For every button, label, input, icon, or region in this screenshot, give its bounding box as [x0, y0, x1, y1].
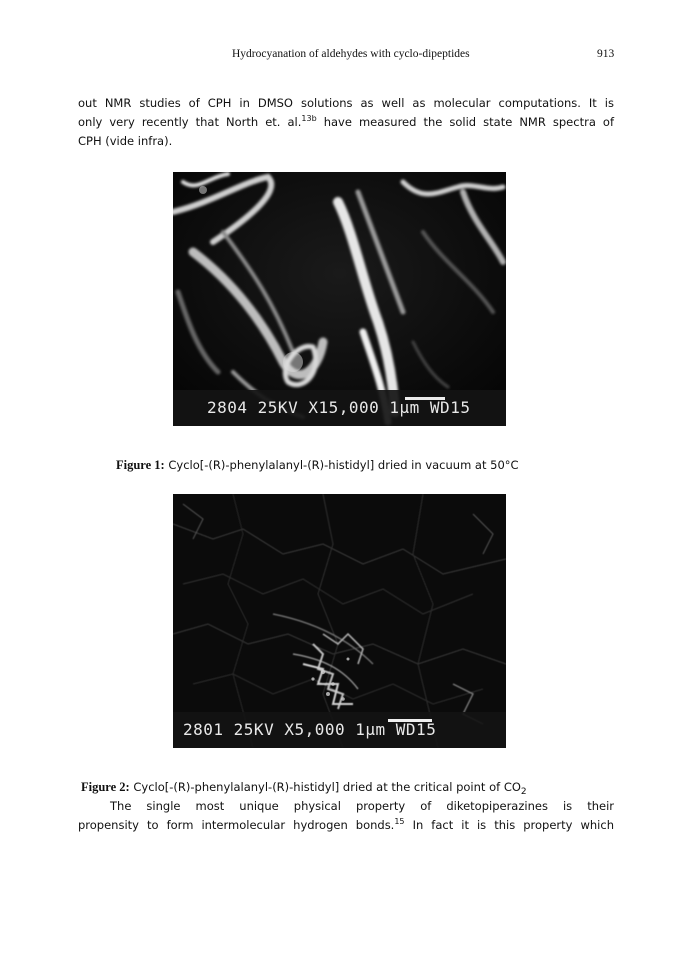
sem-info-label: 2801 25KV X5,000 1μm WD15 — [183, 720, 437, 739]
running-head: Hydrocyanation of aldehydes with cyclo-dipeptides — [232, 48, 470, 60]
text-line — [78, 113, 614, 132]
text-fragment: propensity to form intermolecular hydrogen bonds. — [78, 818, 395, 832]
page-header — [0, 48, 692, 66]
paragraph-hydrogen-bonds — [78, 797, 614, 835]
text-fragment: only very recently that North et. al. — [78, 115, 302, 129]
sem-image-2 — [173, 494, 506, 748]
text-line: out NMR studies of CPH in DMSO solutions as well as molecular computations. It is — [78, 96, 614, 110]
caption-subscript: 2 — [520, 787, 527, 797]
caption-label: Figure 1: — [116, 458, 165, 472]
caption-text: Cyclo[-(R)-phenylalanyl-(R)-histidyl] dried at the critical point of CO — [129, 780, 521, 794]
caption-label: Figure 2: — [81, 780, 130, 794]
page-number: 913 — [597, 48, 615, 60]
caption-text: Cyclo[-(R)-phenylalanyl-(R)-histidyl] dried in vacuum at 50°C — [164, 458, 519, 472]
text-line: CPH (vide infra). — [78, 134, 173, 148]
figure-1-caption — [116, 458, 519, 473]
citation-ref: 15 — [394, 817, 405, 826]
text-line: The single most unique physical property of diketopiperazines is their — [110, 799, 614, 813]
figure-2-micrograph — [173, 494, 506, 748]
figure-1-micrograph — [173, 172, 506, 426]
paragraph-intro — [78, 94, 614, 151]
sem-info-label: 2804 25KV X15,000 1μm WD15 — [207, 398, 471, 417]
text-line — [78, 816, 614, 835]
figure-2-caption — [81, 780, 527, 797]
sem-image-1 — [173, 172, 506, 426]
text-fragment: In fact it is this property which — [404, 818, 614, 832]
citation-ref: 13b — [301, 114, 317, 123]
text-fragment: have measured the solid state NMR spectra of — [316, 115, 614, 129]
